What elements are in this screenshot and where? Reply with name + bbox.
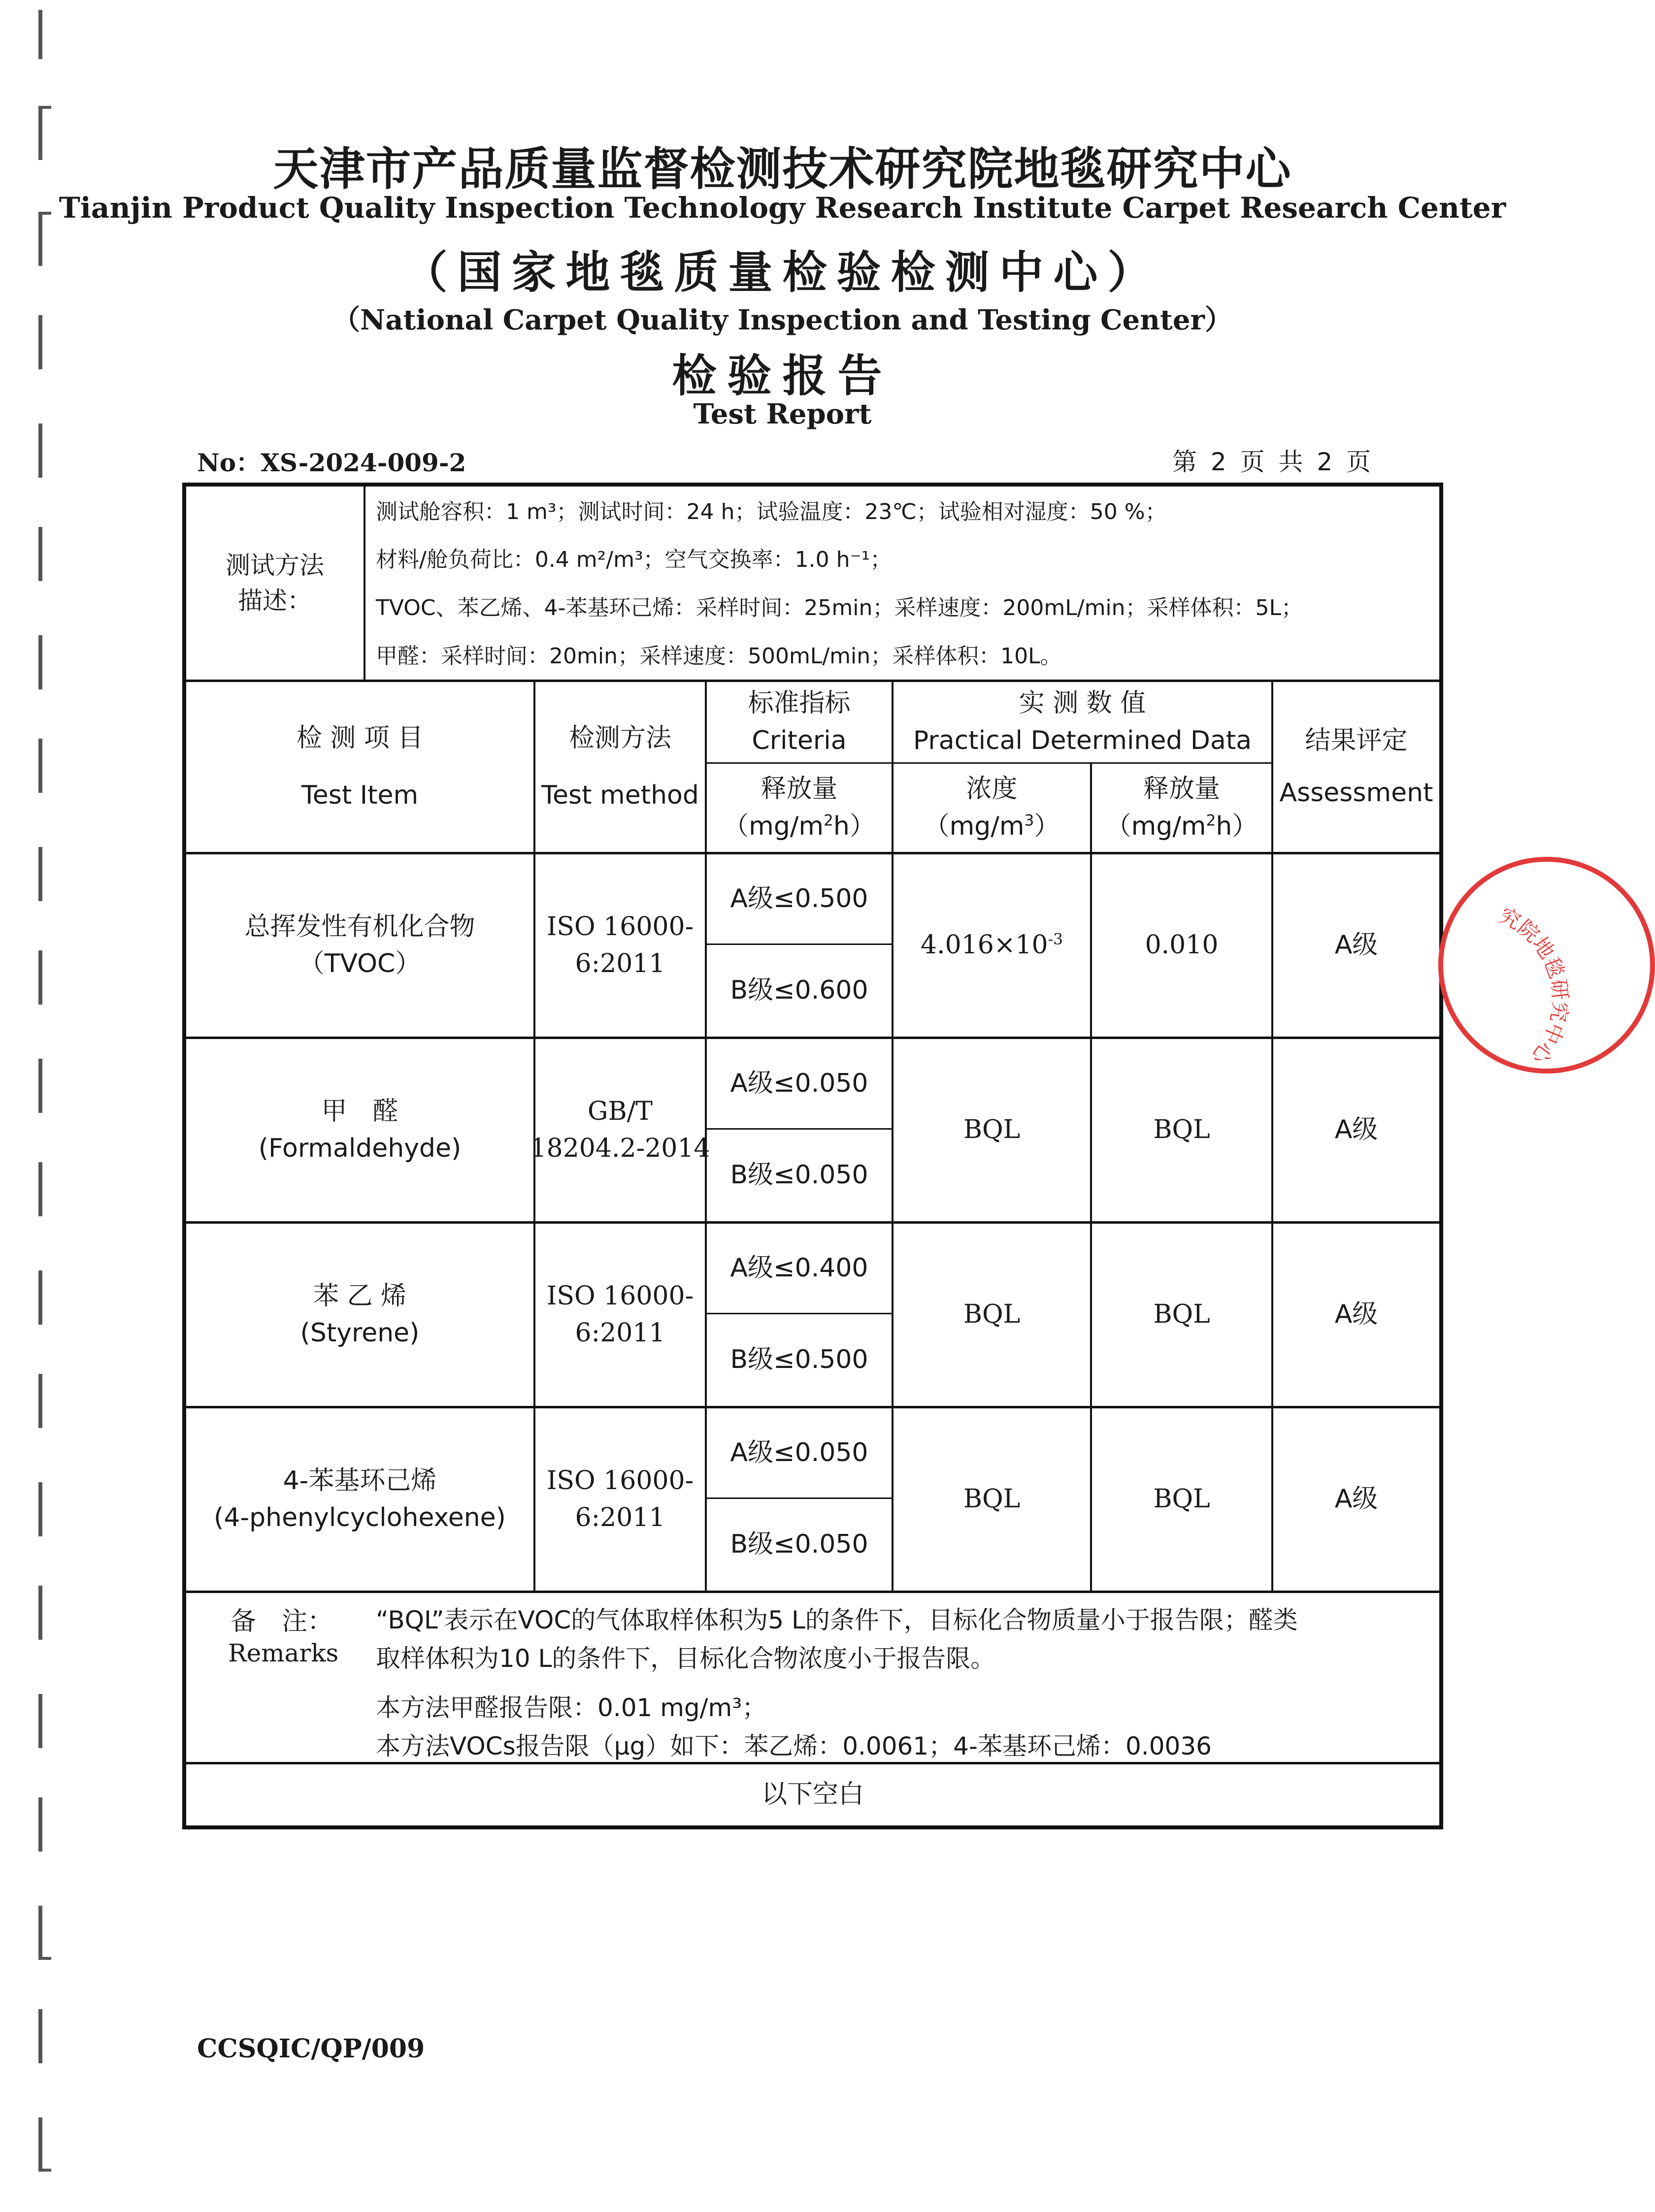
row-formaldehyde-criteria-b: B级≤0.050 [730,1160,868,1190]
method-line: 6:2011 [575,1503,665,1532]
binding-tick [38,527,42,581]
binding-tick [38,1059,42,1113]
item-cn: 总挥发性有机化合物 [244,911,475,942]
row-formaldehyde-emission: BQL [1153,1115,1210,1145]
method-line: GB/T [588,1096,653,1126]
binding-tick [38,2009,42,2063]
header-criteria-emission [707,764,892,852]
divider [364,487,365,680]
remarks-line3: 本方法甲醛报告限：0.01 mg/m³； [376,1693,767,1722]
page-indicator: 第 2 页 共 2 页 [1172,448,1374,476]
item-en: （TVOC） [298,949,421,978]
binding-tick [38,1162,42,1216]
row-styrene-concentration: BQL [963,1300,1021,1330]
row-tvoc-emission: 0.010 [1145,930,1219,960]
header-test-item-cn: 检 测 项 目 [296,723,424,753]
stamp-text: 究院地毯研究中心 [1495,903,1573,1069]
method-line: 18204.2-2014 [530,1134,710,1163]
header-test-item [186,682,533,852]
concentration-value: $4.016\times 10^{-3}$ [921,930,1063,960]
method-line2: 材料/舱负荷比：0.4 m²/m³；空气交换率：1.0 h⁻¹； [376,547,892,572]
report-title-cn: 检验报告 [672,350,893,402]
row-formaldehyde-method [530,1039,710,1221]
row-tvoc-assessment: A级 [1334,930,1378,960]
method-line1: 测试舱容积：1 m³；测试时间：24 h；试验温度：23℃；试验相对湿度：50 %； [376,499,1167,524]
binding-tick [38,950,42,1005]
header-test-method-en: Test method [541,780,699,810]
binding-tick [38,1694,42,1748]
row-phenylcyclohexene-assessment: A级 [1334,1484,1378,1514]
row-tvoc-criteria-a: A级≤0.500 [730,883,868,913]
header-emission [1092,764,1271,852]
binding-tick [38,1482,42,1536]
header-criteria [707,682,892,762]
binding-tick [38,1797,42,1852]
method-line4: 甲醛：采样时间：20min；采样速度：500mL/min；采样体积：10L。 [376,644,1062,669]
report-number-value: XS-2024-009-2 [261,448,466,477]
footer-code: CCSQIC/QP/009 [197,2034,425,2064]
item-cn: 4-苯基环己烯 [283,1465,437,1496]
header-concentration [894,764,1090,852]
header-criteria-emission-unit: $(mg/m^2h)$ [723,811,875,841]
binding-tick [38,423,42,478]
row-phenylcyclohexene-method [535,1408,705,1591]
row-phenylcyclohexene-concentration: BQL [963,1484,1021,1514]
header-test-item-en: Test Item [301,780,419,810]
row-formaldehyde-item [186,1039,533,1221]
row-tvoc-criteria-b: B级≤0.600 [730,976,868,1006]
header-emission-unit: $(mg/m^2h)$ [1105,811,1258,841]
header-assessment-cn: 结果评定 [1305,726,1408,756]
row-tvoc-method [535,854,705,1037]
header-assessment [1273,682,1439,852]
method-line: ISO 16000- [546,911,694,942]
header-measured-data-cn: 实 测 数 值 [1019,688,1146,718]
row-styrene-criteria-b: B级≤0.500 [730,1345,868,1375]
header-emission-cn: 释放量 [1143,774,1220,804]
official-stamp [1438,857,1655,1073]
method-label-line1: 测试方法 [226,551,324,580]
report-number-label: No： [197,448,261,477]
method-line: 6:2011 [575,949,665,978]
row-phenylcyclohexene-emission: BQL [1153,1484,1210,1514]
row-styrene-criteria-a: A级≤0.400 [730,1253,868,1283]
row-styrene-method [535,1224,705,1406]
report-title-en: Test Report [693,398,872,430]
row-formaldehyde-assessment: A级 [1334,1115,1378,1145]
header-criteria-en: Criteria [752,725,847,755]
binding-tick [38,635,42,689]
item-en: (4-phenylcyclohexene) [214,1503,506,1532]
blank-below-note: 以下空白 [761,1780,864,1810]
item-en: (Styrene) [300,1318,420,1348]
method-line3: TVOC、苯乙烯、4-苯基环己烯：采样时间：25min；采样速度：200mL/min；采样体积：5L； [376,595,1303,620]
row-phenylcyclohexene-criteria-a: A级≤0.050 [730,1437,868,1467]
row-styrene-item [186,1224,533,1406]
header-measured-data [894,682,1271,762]
row-tvoc-item [186,854,533,1037]
divider [186,1591,1439,1593]
center-subtitle-en: （National Carpet Quality Inspection and Testing Center） [332,304,1232,336]
binding-tick [38,847,42,901]
binding-tick [38,10,42,59]
binding-tick [38,739,42,793]
remarks-line4: 本方法VOCs报告限（μg）如下：苯乙烯：0.0061；4-苯基环己烯：0.0036 [376,1732,1212,1760]
method-line: ISO 16000- [546,1465,694,1496]
method-line: 6:2011 [575,1318,665,1348]
row-phenylcyclohexene-criteria-b: B级≤0.050 [730,1529,868,1560]
binding-tick [38,1957,51,1960]
remarks-label-en: Remarks [228,1639,339,1667]
row-styrene-emission: BQL [1153,1300,1210,1330]
row-phenylcyclohexene-item [186,1408,533,1591]
item-en: (Formaldehyde) [258,1134,462,1163]
header-concentration-unit: $(mg/m^3)$ [924,811,1060,841]
header-criteria-emission-cn: 释放量 [761,774,838,804]
method-label-line2: 描述： [238,586,312,615]
institute-title-en: Tianjin Product Quality Inspection Technology Research Institute Carpet Research Center [59,191,1506,225]
remarks-label-cn: 备 注： [231,1607,333,1636]
item-cn: 苯 乙 烯 [313,1281,407,1311]
binding-tick [38,1270,42,1325]
method-label [186,487,364,680]
binding-tick [38,1586,42,1640]
binding-tick [38,1374,42,1428]
stamp-svg [1443,862,1650,1069]
remarks-line2: 取样体积为10 L的条件下，目标化合物浓度小于报告限。 [376,1644,995,1673]
report-number [197,443,466,479]
method-line: ISO 16000- [546,1281,694,1311]
report-table [182,483,1443,1829]
row-formaldehyde-concentration: BQL [963,1115,1021,1145]
header-assessment-en: Assessment [1279,778,1433,808]
binding-tick [38,106,51,109]
row-styrene-assessment: A级 [1334,1300,1378,1330]
center-subtitle-cn: （国家地毯质量检验检测中心） [403,247,1162,298]
binding-tick [38,2169,51,2172]
header-test-method-cn: 检测方法 [568,723,671,753]
binding-tick [38,1906,42,1960]
header-test-method [535,682,705,852]
remarks-line1: “BQL”表示在VOC的气体取样体积为5 L的条件下，目标化合物质量小于报告限；醛类 [376,1606,1298,1634]
header-measured-data-en: Practical Determined Data [913,725,1252,755]
institute-title-cn: 天津市产品质量监督检测技术研究院地毯研究中心 [273,143,1292,195]
binding-tick [38,2117,42,2172]
row-tvoc-concentration [894,854,1090,1037]
item-cn: 甲 醛 [321,1096,398,1126]
header-criteria-cn: 标准指标 [748,688,851,718]
row-formaldehyde-criteria-a: A级≤0.050 [730,1068,868,1098]
header-concentration-cn: 浓度 [966,774,1018,804]
